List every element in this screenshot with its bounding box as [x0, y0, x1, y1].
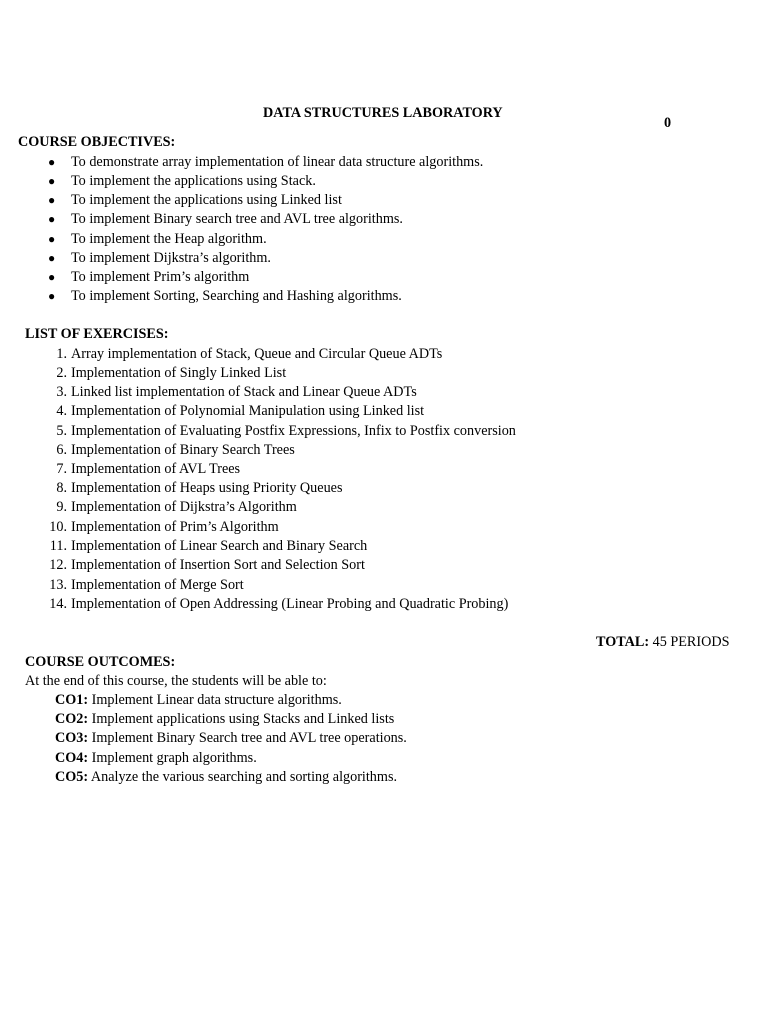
bullet-icon: ● [48, 212, 56, 226]
list-number: 12. [49, 557, 67, 573]
list-number: 6. [56, 442, 67, 458]
outcome-text: Implement graph algorithms. [91, 750, 257, 766]
outcome-label: CO5: [55, 769, 89, 785]
outcome-text: Implement Linear data structure algorithms. [91, 692, 342, 708]
exercise-text: Implementation of Dijkstra’s Algorithm [71, 499, 297, 515]
bullet-icon: ● [48, 270, 56, 284]
objective-text: To implement Sorting, Searching and Hashing algorithms. [71, 288, 402, 304]
exercise-text: Implementation of AVL Trees [71, 461, 241, 477]
page-title: DATA STRUCTURES LABORATORY [263, 105, 503, 121]
total-label: TOTAL: [596, 634, 650, 650]
exercise-text: Implementation of Binary Search Trees [71, 442, 295, 458]
exercise-text: Implementation of Open Addressing (Linear Probing and Quadratic Probing) [71, 596, 509, 612]
exercise-text: Implementation of Linear Search and Binary Search [71, 538, 368, 554]
course-outcomes-heading: COURSE OUTCOMES: [25, 654, 176, 670]
objective-text: To implement Binary search tree and AVL tree algorithms. [71, 211, 403, 227]
objective-text: To implement the Heap algorithm. [71, 231, 267, 247]
list-number: 5. [56, 423, 67, 439]
outcome-text: Implement Binary Search tree and AVL tree operations. [91, 730, 407, 746]
list-number: 1. [56, 346, 67, 362]
objective-text: To implement Prim’s algorithm [71, 269, 250, 285]
exercise-text: Array implementation of Stack, Queue and Circular Queue ADTs [71, 346, 443, 362]
total-periods [596, 634, 730, 651]
objective-text: To implement Dijkstra’s algorithm. [71, 250, 271, 266]
list-item [55, 730, 407, 747]
bullet-icon: ● [48, 232, 56, 246]
list-number: 10. [49, 519, 67, 535]
outcome-text: Analyze the various searching and sorting algorithms. [90, 769, 398, 785]
outcome-label: CO1: [55, 692, 89, 708]
list-item [55, 750, 257, 767]
exercise-text: Implementation of Heaps using Priority Queues [71, 480, 343, 496]
list-number: 4. [56, 403, 67, 419]
outcome-label: CO2: [55, 711, 89, 727]
list-number: 14. [49, 596, 67, 612]
bullet-icon: ● [48, 193, 56, 207]
list-number: 9. [56, 499, 67, 515]
exercise-text: Implementation of Merge Sort [71, 577, 244, 593]
list-item [55, 692, 342, 709]
exercise-text: Implementation of Evaluating Postfix Expressions, Infix to Postfix conversion [71, 423, 516, 439]
page-marker: 0 [664, 115, 672, 131]
course-objectives-heading: COURSE OBJECTIVES: [18, 134, 176, 150]
outcome-label: CO4: [55, 750, 89, 766]
exercise-text: Implementation of Polynomial Manipulation using Linked list [71, 403, 425, 419]
objective-text: To implement the applications using Linked list [71, 192, 342, 208]
list-number: 3. [56, 384, 67, 400]
exercise-text: Linked list implementation of Stack and Linear Queue ADTs [71, 384, 417, 400]
objective-text: To demonstrate array implementation of linear data structure algorithms. [71, 154, 484, 170]
exercises-heading: LIST OF EXERCISES: [25, 326, 169, 342]
objective-text: To implement the applications using Stack. [71, 173, 316, 189]
total-value: 45 PERIODS [652, 634, 730, 650]
bullet-icon: ● [48, 155, 56, 169]
exercise-text: Implementation of Singly Linked List [71, 365, 287, 381]
course-outcomes-intro: At the end of this course, the students will be able to: [25, 673, 327, 689]
list-item [55, 711, 394, 728]
exercise-text: Implementation of Insertion Sort and Selection Sort [71, 557, 365, 573]
bullet-icon: ● [48, 251, 56, 265]
list-number: 7. [56, 461, 67, 477]
outcome-text: Implement applications using Stacks and Linked lists [91, 711, 395, 727]
list-number: 11. [49, 538, 67, 554]
bullet-icon: ● [48, 174, 56, 188]
outcome-label: CO3: [55, 730, 89, 746]
list-number: 13. [49, 577, 67, 593]
list-item [55, 769, 397, 786]
list-number: 8. [56, 480, 67, 496]
list-number: 2. [56, 365, 67, 381]
exercise-text: Implementation of Prim’s Algorithm [71, 519, 279, 535]
bullet-icon: ● [48, 289, 56, 303]
